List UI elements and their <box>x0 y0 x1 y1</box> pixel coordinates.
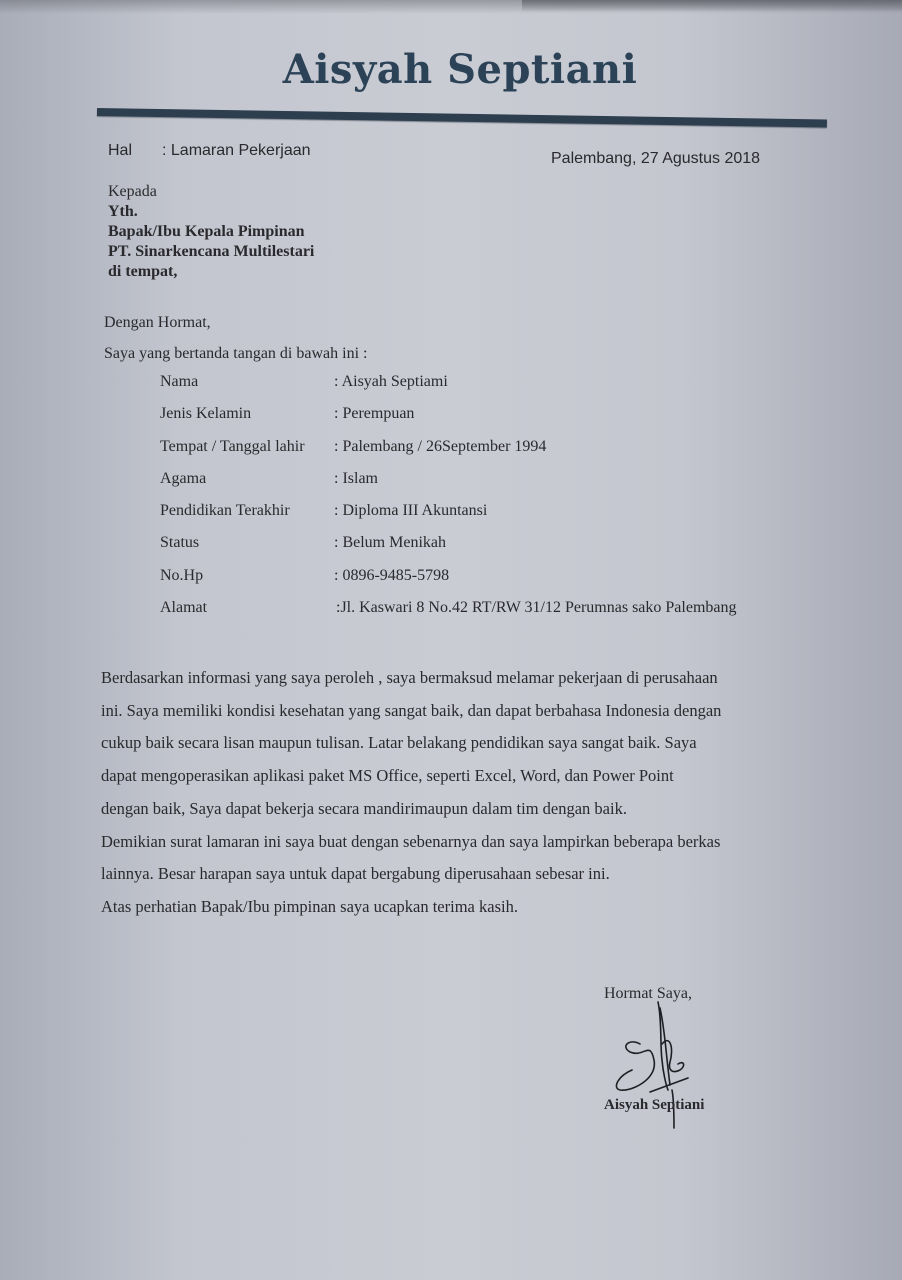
info-label: Jenis Kelamin <box>160 405 252 423</box>
letter-body-paragraph <box>101 662 811 924</box>
info-value: : Diploma III Akuntansi <box>334 502 488 520</box>
paragraph-line: dapat mengoperasikan aplikasi paket MS Office, seperti Excel, Word, dan Power Point <box>101 766 674 786</box>
info-value: : Aisyah Septiami <box>334 373 448 390</box>
recipient-block <box>108 182 314 282</box>
recipient-line: PT. Sinarkencana Multilestari <box>108 243 315 260</box>
paragraph-line: cukup baik secara lisan maupun tulisan. Latar belakang pendidikan saya sangat baik. Saya <box>101 733 697 753</box>
info-label: Alamat <box>160 599 208 617</box>
letterhead-name: Aisyah Septiani <box>282 46 638 93</box>
info-value: : Islam <box>334 469 378 487</box>
paragraph-line: dengan baik, Saya dapat bekerja secara mandirimaupun dalam tim dengan baik. <box>101 798 627 818</box>
paragraph-line: Demikian surat lamaran ini saya buat dengan sebenarnya dan saya lampirkan beberapa berkas <box>101 831 721 851</box>
recipient-line: Yth. <box>108 203 138 220</box>
letterhead-divider <box>97 108 827 127</box>
subject-label: Hal <box>108 142 133 159</box>
recipient-line: di tempat, <box>108 263 178 280</box>
info-value: : 0896-9485-5798 <box>334 566 450 584</box>
info-label: Tempat / Tanggal lahir <box>160 437 305 455</box>
place-date: Palembang, 27 Agustus 2018 <box>551 150 761 167</box>
recipient-line: Kepada <box>108 183 157 200</box>
info-label: No.Hp <box>160 566 204 584</box>
closing-salutation: Hormat Saya, <box>604 985 692 1002</box>
info-label: Agama <box>160 469 207 487</box>
greeting: Dengan Hormat, <box>104 314 211 331</box>
info-label: Pendidikan Terakhir <box>160 502 290 520</box>
intro-sentence: Saya yang bertanda tangan di bawah ini : <box>104 345 368 362</box>
paragraph-line: Berdasarkan informasi yang saya peroleh , saya bermaksud melamar pekerjaan di perusahaan <box>101 668 718 687</box>
paragraph-line: Atas perhatian Bapak/Ibu pimpinan saya ucapkan terima kasih. <box>101 896 518 916</box>
info-value: : Belum Menikah <box>334 534 446 552</box>
subject-value: : Lamaran Pekerjaan <box>162 142 311 159</box>
photo-shadow-corner <box>522 0 902 12</box>
info-value: :Jl. Kaswari 8 No.42 RT/RW 31/12 Perumnas sako Palembang <box>336 599 737 617</box>
info-label: Status <box>160 534 200 552</box>
paragraph-line: lainnya. Besar harapan saya untuk dapat bergabung diperusahaan sebesar ini. <box>101 864 610 884</box>
info-label: Nama <box>160 373 199 390</box>
recipient-line: Bapak/Ibu Kepala Pimpinan <box>108 223 305 240</box>
info-value: : Palembang / 26September 1994 <box>334 437 547 455</box>
signer-name: Aisyah Septiani <box>604 1097 705 1113</box>
info-value: : Perempuan <box>334 405 415 423</box>
paragraph-line: ini. Saya memiliki kondisi kesehatan yang sangat baik, dan dapat berbahasa Indonesia dengan <box>101 700 722 720</box>
